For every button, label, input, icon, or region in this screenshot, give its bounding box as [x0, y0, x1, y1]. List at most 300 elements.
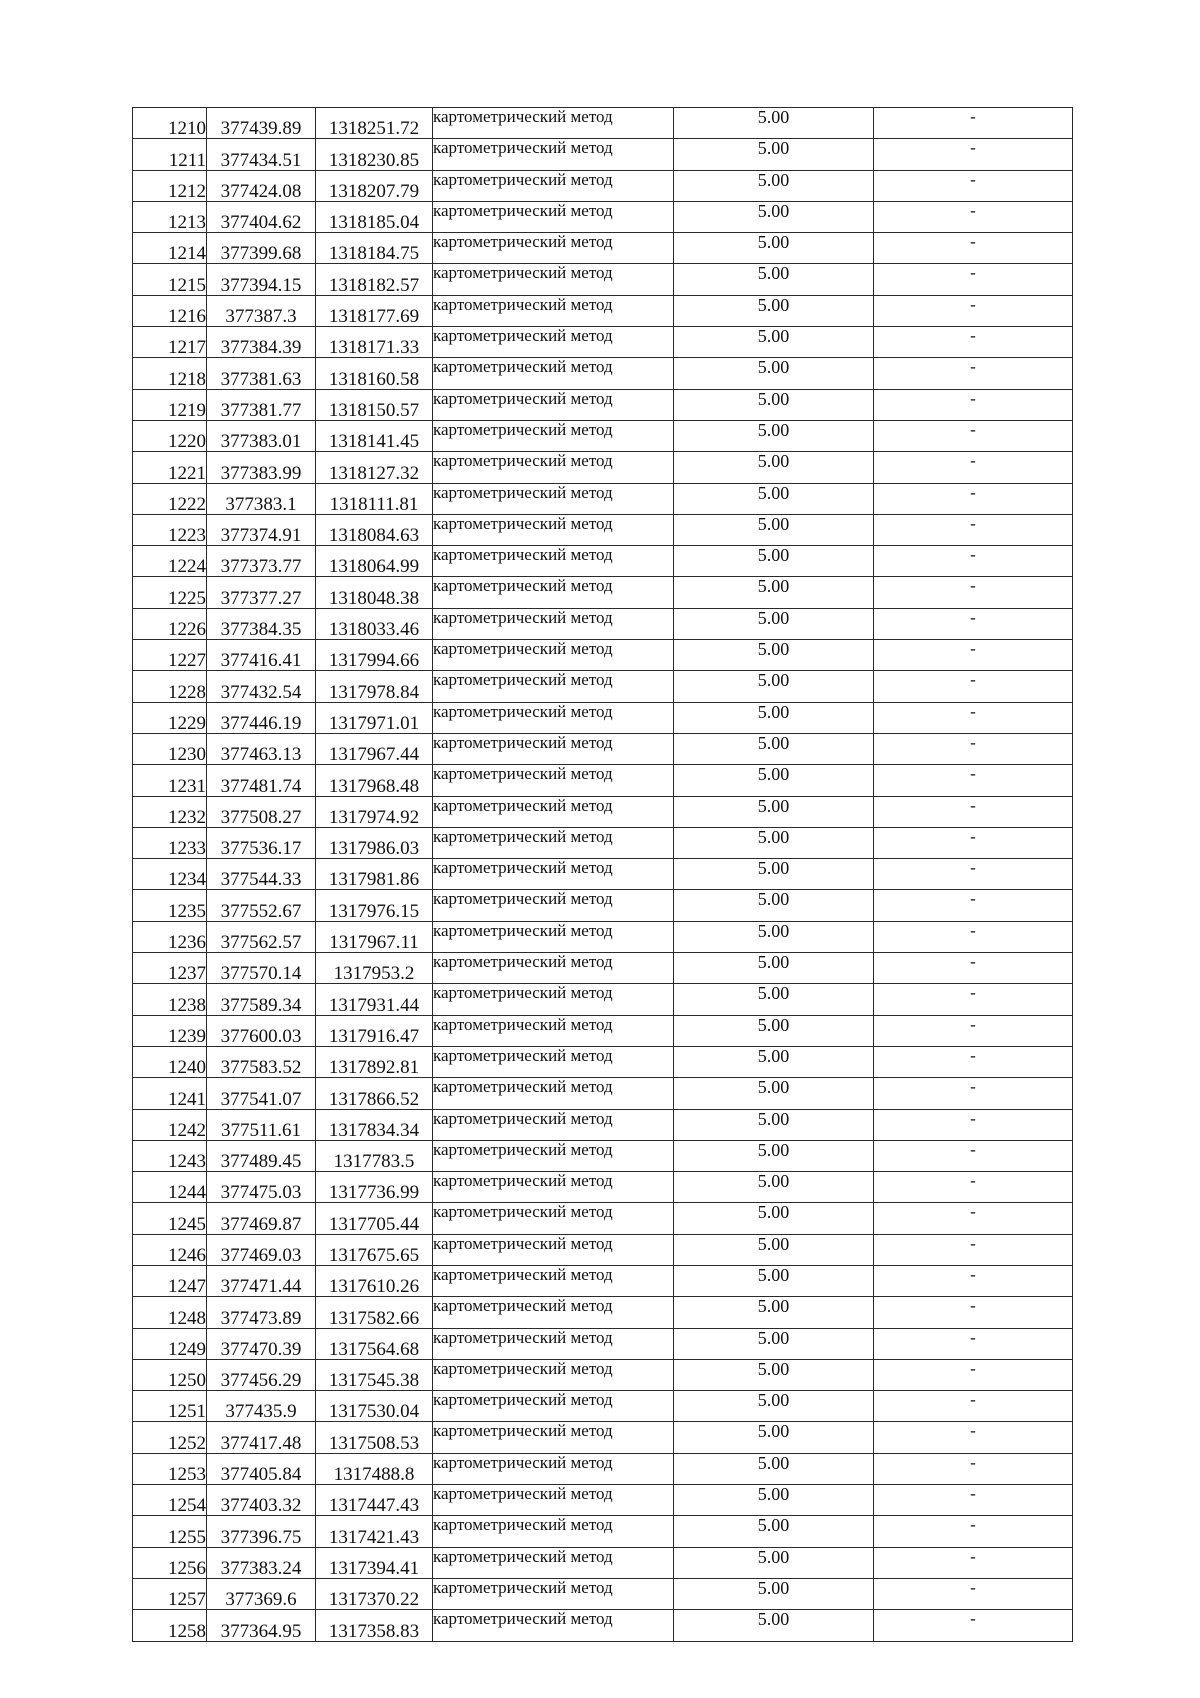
table-row: [133, 1172, 1073, 1203]
method-cell: картометрический метод: [433, 1328, 674, 1359]
table-row: [133, 577, 1073, 608]
table-row: [133, 765, 1073, 796]
method-cell: картометрический метод: [433, 733, 674, 764]
point-number-cell: 1241: [133, 1078, 207, 1109]
point-number-cell: 1246: [133, 1234, 207, 1265]
x-coordinate-cell: 377481.74: [207, 765, 316, 796]
method-cell: картометрический метод: [433, 1078, 674, 1109]
description-cell: -: [874, 170, 1073, 201]
x-coordinate-cell: 377473.89: [207, 1297, 316, 1328]
y-coordinate-cell: 1317892.81: [316, 1046, 433, 1077]
accuracy-cell: 5.00: [674, 139, 874, 170]
x-coordinate-cell: 377416.41: [207, 640, 316, 671]
description-cell: -: [874, 1453, 1073, 1484]
x-coordinate-cell: 377469.87: [207, 1203, 316, 1234]
table-row: [133, 796, 1073, 827]
table-row: [133, 170, 1073, 201]
accuracy-cell: 5.00: [674, 389, 874, 420]
description-cell: -: [874, 577, 1073, 608]
accuracy-cell: 5.00: [674, 546, 874, 577]
point-number-cell: 1244: [133, 1172, 207, 1203]
table-row: [133, 608, 1073, 639]
table-row: [133, 1078, 1073, 1109]
y-coordinate-cell: 1317971.01: [316, 702, 433, 733]
method-cell: картометрический метод: [433, 921, 674, 952]
point-number-cell: 1252: [133, 1422, 207, 1453]
description-cell: -: [874, 358, 1073, 389]
y-coordinate-cell: 1318033.46: [316, 608, 433, 639]
accuracy-cell: 5.00: [674, 733, 874, 764]
y-coordinate-cell: 1317968.48: [316, 765, 433, 796]
description-cell: -: [874, 827, 1073, 858]
table-row: [133, 827, 1073, 858]
method-cell: картометрический метод: [433, 1140, 674, 1171]
point-number-cell: 1223: [133, 514, 207, 545]
point-number-cell: 1254: [133, 1485, 207, 1516]
accuracy-cell: 5.00: [674, 796, 874, 827]
table-row: [133, 201, 1073, 232]
accuracy-cell: 5.00: [674, 201, 874, 232]
table-row: [133, 139, 1073, 170]
table-row: [133, 233, 1073, 264]
accuracy-cell: 5.00: [674, 108, 874, 139]
description-cell: -: [874, 984, 1073, 1015]
table-row: [133, 389, 1073, 420]
point-number-cell: 1249: [133, 1328, 207, 1359]
y-coordinate-cell: 1317488.8: [316, 1453, 433, 1484]
x-coordinate-cell: 377541.07: [207, 1078, 316, 1109]
accuracy-cell: 5.00: [674, 264, 874, 295]
method-cell: картометрический метод: [433, 859, 674, 890]
point-number-cell: 1232: [133, 796, 207, 827]
coordinates-table: [132, 107, 1073, 1642]
table-row: [133, 108, 1073, 139]
accuracy-cell: 5.00: [674, 1265, 874, 1296]
y-coordinate-cell: 1317783.5: [316, 1140, 433, 1171]
point-number-cell: 1256: [133, 1547, 207, 1578]
table-row: [133, 1109, 1073, 1140]
method-cell: картометрический метод: [433, 233, 674, 264]
accuracy-cell: 5.00: [674, 921, 874, 952]
method-cell: картометрический метод: [433, 1203, 674, 1234]
description-cell: -: [874, 327, 1073, 358]
accuracy-cell: 5.00: [674, 984, 874, 1015]
table-row: [133, 546, 1073, 577]
point-number-cell: 1219: [133, 389, 207, 420]
x-coordinate-cell: 377381.63: [207, 358, 316, 389]
x-coordinate-cell: 377544.33: [207, 859, 316, 890]
point-number-cell: 1255: [133, 1516, 207, 1547]
table-row: [133, 1297, 1073, 1328]
point-number-cell: 1233: [133, 827, 207, 858]
y-coordinate-cell: 1317981.86: [316, 859, 433, 890]
table-row: [133, 1610, 1073, 1641]
method-cell: картометрический метод: [433, 1547, 674, 1578]
accuracy-cell: 5.00: [674, 890, 874, 921]
accuracy-cell: 5.00: [674, 1140, 874, 1171]
method-cell: картометрический метод: [433, 1610, 674, 1641]
y-coordinate-cell: 1317447.43: [316, 1485, 433, 1516]
x-coordinate-cell: 377383.99: [207, 452, 316, 483]
method-cell: картометрический метод: [433, 640, 674, 671]
y-coordinate-cell: 1317978.84: [316, 671, 433, 702]
y-coordinate-cell: 1317358.83: [316, 1610, 433, 1641]
accuracy-cell: 5.00: [674, 1203, 874, 1234]
x-coordinate-cell: 377536.17: [207, 827, 316, 858]
method-cell: картометрический метод: [433, 796, 674, 827]
table-row: [133, 1422, 1073, 1453]
y-coordinate-cell: 1317834.34: [316, 1109, 433, 1140]
point-number-cell: 1227: [133, 640, 207, 671]
method-cell: картометрический метод: [433, 1046, 674, 1077]
description-cell: -: [874, 953, 1073, 984]
point-number-cell: 1221: [133, 452, 207, 483]
table-row: [133, 483, 1073, 514]
table-row: [133, 984, 1073, 1015]
point-number-cell: 1248: [133, 1297, 207, 1328]
point-number-cell: 1247: [133, 1265, 207, 1296]
x-coordinate-cell: 377383.1: [207, 483, 316, 514]
method-cell: картометрический метод: [433, 1234, 674, 1265]
method-cell: картометрический метод: [433, 671, 674, 702]
method-cell: картометрический метод: [433, 702, 674, 733]
description-cell: -: [874, 1516, 1073, 1547]
table-row: [133, 733, 1073, 764]
accuracy-cell: 5.00: [674, 1485, 874, 1516]
description-cell: -: [874, 765, 1073, 796]
point-number-cell: 1231: [133, 765, 207, 796]
y-coordinate-cell: 1317974.92: [316, 796, 433, 827]
table-row: [133, 1328, 1073, 1359]
method-cell: картометрический метод: [433, 608, 674, 639]
accuracy-cell: 5.00: [674, 702, 874, 733]
description-cell: -: [874, 233, 1073, 264]
description-cell: -: [874, 1328, 1073, 1359]
description-cell: -: [874, 420, 1073, 451]
point-number-cell: 1220: [133, 420, 207, 451]
x-coordinate-cell: 377489.45: [207, 1140, 316, 1171]
point-number-cell: 1213: [133, 201, 207, 232]
point-number-cell: 1243: [133, 1140, 207, 1171]
description-cell: -: [874, 640, 1073, 671]
accuracy-cell: 5.00: [674, 765, 874, 796]
x-coordinate-cell: 377463.13: [207, 733, 316, 764]
table-row: [133, 1391, 1073, 1422]
description-cell: -: [874, 1547, 1073, 1578]
table-row: [133, 1359, 1073, 1390]
accuracy-cell: 5.00: [674, 1547, 874, 1578]
accuracy-cell: 5.00: [674, 483, 874, 514]
accuracy-cell: 5.00: [674, 1172, 874, 1203]
description-cell: -: [874, 1610, 1073, 1641]
table-row: [133, 859, 1073, 890]
description-cell: -: [874, 1391, 1073, 1422]
table-row: [133, 295, 1073, 326]
y-coordinate-cell: 1317370.22: [316, 1578, 433, 1609]
method-cell: картометрический метод: [433, 108, 674, 139]
x-coordinate-cell: 377446.19: [207, 702, 316, 733]
coordinates-table-body: [133, 108, 1073, 1642]
description-cell: -: [874, 671, 1073, 702]
description-cell: -: [874, 890, 1073, 921]
x-coordinate-cell: 377364.95: [207, 1610, 316, 1641]
method-cell: картометрический метод: [433, 1516, 674, 1547]
y-coordinate-cell: 1318160.58: [316, 358, 433, 389]
accuracy-cell: 5.00: [674, 1015, 874, 1046]
y-coordinate-cell: 1317610.26: [316, 1265, 433, 1296]
method-cell: картометрический метод: [433, 546, 674, 577]
method-cell: картометрический метод: [433, 765, 674, 796]
point-number-cell: 1258: [133, 1610, 207, 1641]
accuracy-cell: 5.00: [674, 1078, 874, 1109]
y-coordinate-cell: 1318127.32: [316, 452, 433, 483]
description-cell: -: [874, 733, 1073, 764]
y-coordinate-cell: 1318084.63: [316, 514, 433, 545]
method-cell: картометрический метод: [433, 1109, 674, 1140]
method-cell: картометрический метод: [433, 827, 674, 858]
y-coordinate-cell: 1318230.85: [316, 139, 433, 170]
accuracy-cell: 5.00: [674, 1109, 874, 1140]
method-cell: картометрический метод: [433, 139, 674, 170]
point-number-cell: 1212: [133, 170, 207, 201]
table-row: [133, 1485, 1073, 1516]
table-row: [133, 327, 1073, 358]
method-cell: картометрический метод: [433, 327, 674, 358]
point-number-cell: 1237: [133, 953, 207, 984]
description-cell: -: [874, 389, 1073, 420]
accuracy-cell: 5.00: [674, 859, 874, 890]
accuracy-cell: 5.00: [674, 640, 874, 671]
method-cell: картометрический метод: [433, 1297, 674, 1328]
point-number-cell: 1229: [133, 702, 207, 733]
y-coordinate-cell: 1318141.45: [316, 420, 433, 451]
table-row: [133, 1453, 1073, 1484]
x-coordinate-cell: 377471.44: [207, 1265, 316, 1296]
accuracy-cell: 5.00: [674, 514, 874, 545]
x-coordinate-cell: 377373.77: [207, 546, 316, 577]
point-number-cell: 1234: [133, 859, 207, 890]
accuracy-cell: 5.00: [674, 953, 874, 984]
method-cell: картометрический метод: [433, 953, 674, 984]
description-cell: -: [874, 608, 1073, 639]
accuracy-cell: 5.00: [674, 1578, 874, 1609]
description-cell: -: [874, 1015, 1073, 1046]
y-coordinate-cell: 1318064.99: [316, 546, 433, 577]
point-number-cell: 1218: [133, 358, 207, 389]
x-coordinate-cell: 377570.14: [207, 953, 316, 984]
method-cell: картометрический метод: [433, 984, 674, 1015]
method-cell: картометрический метод: [433, 890, 674, 921]
x-coordinate-cell: 377381.77: [207, 389, 316, 420]
x-coordinate-cell: 377394.15: [207, 264, 316, 295]
y-coordinate-cell: 1317953.2: [316, 953, 433, 984]
description-cell: -: [874, 1485, 1073, 1516]
method-cell: картометрический метод: [433, 1015, 674, 1046]
x-coordinate-cell: 377369.6: [207, 1578, 316, 1609]
accuracy-cell: 5.00: [674, 327, 874, 358]
accuracy-cell: 5.00: [674, 170, 874, 201]
x-coordinate-cell: 377432.54: [207, 671, 316, 702]
method-cell: картометрический метод: [433, 452, 674, 483]
x-coordinate-cell: 377508.27: [207, 796, 316, 827]
y-coordinate-cell: 1317994.66: [316, 640, 433, 671]
y-coordinate-cell: 1317582.66: [316, 1297, 433, 1328]
accuracy-cell: 5.00: [674, 1453, 874, 1484]
table-row: [133, 890, 1073, 921]
table-row: [133, 1046, 1073, 1077]
table-row: [133, 420, 1073, 451]
table-row: [133, 640, 1073, 671]
point-number-cell: 1253: [133, 1453, 207, 1484]
description-cell: -: [874, 546, 1073, 577]
table-row: [133, 1265, 1073, 1296]
point-number-cell: 1250: [133, 1359, 207, 1390]
description-cell: -: [874, 796, 1073, 827]
y-coordinate-cell: 1318182.57: [316, 264, 433, 295]
y-coordinate-cell: 1318171.33: [316, 327, 433, 358]
table-row: [133, 1234, 1073, 1265]
table-row: [133, 671, 1073, 702]
y-coordinate-cell: 1317508.53: [316, 1422, 433, 1453]
point-number-cell: 1226: [133, 608, 207, 639]
accuracy-cell: 5.00: [674, 1297, 874, 1328]
x-coordinate-cell: 377405.84: [207, 1453, 316, 1484]
x-coordinate-cell: 377434.51: [207, 139, 316, 170]
x-coordinate-cell: 377387.3: [207, 295, 316, 326]
table-row: [133, 358, 1073, 389]
description-cell: -: [874, 1203, 1073, 1234]
table-row: [133, 1578, 1073, 1609]
point-number-cell: 1235: [133, 890, 207, 921]
description-cell: -: [874, 702, 1073, 733]
accuracy-cell: 5.00: [674, 577, 874, 608]
point-number-cell: 1216: [133, 295, 207, 326]
method-cell: картометрический метод: [433, 264, 674, 295]
point-number-cell: 1257: [133, 1578, 207, 1609]
method-cell: картометрический метод: [433, 420, 674, 451]
accuracy-cell: 5.00: [674, 671, 874, 702]
x-coordinate-cell: 377383.01: [207, 420, 316, 451]
point-number-cell: 1242: [133, 1109, 207, 1140]
y-coordinate-cell: 1317866.52: [316, 1078, 433, 1109]
point-number-cell: 1224: [133, 546, 207, 577]
accuracy-cell: 5.00: [674, 452, 874, 483]
point-number-cell: 1236: [133, 921, 207, 952]
y-coordinate-cell: 1317931.44: [316, 984, 433, 1015]
y-coordinate-cell: 1317675.65: [316, 1234, 433, 1265]
x-coordinate-cell: 377374.91: [207, 514, 316, 545]
x-coordinate-cell: 377469.03: [207, 1234, 316, 1265]
method-cell: картометрический метод: [433, 295, 674, 326]
x-coordinate-cell: 377456.29: [207, 1359, 316, 1390]
y-coordinate-cell: 1317736.99: [316, 1172, 433, 1203]
description-cell: -: [874, 139, 1073, 170]
point-number-cell: 1211: [133, 139, 207, 170]
description-cell: -: [874, 201, 1073, 232]
x-coordinate-cell: 377417.48: [207, 1422, 316, 1453]
table-row: [133, 1140, 1073, 1171]
table-row: [133, 953, 1073, 984]
y-coordinate-cell: 1317967.44: [316, 733, 433, 764]
method-cell: картометрический метод: [433, 1453, 674, 1484]
accuracy-cell: 5.00: [674, 1610, 874, 1641]
table-row: [133, 452, 1073, 483]
point-number-cell: 1230: [133, 733, 207, 764]
method-cell: картометрический метод: [433, 1172, 674, 1203]
y-coordinate-cell: 1318251.72: [316, 108, 433, 139]
y-coordinate-cell: 1317421.43: [316, 1516, 433, 1547]
description-cell: -: [874, 483, 1073, 514]
x-coordinate-cell: 377404.62: [207, 201, 316, 232]
point-number-cell: 1214: [133, 233, 207, 264]
table-row: [133, 1516, 1073, 1547]
y-coordinate-cell: 1317967.11: [316, 921, 433, 952]
accuracy-cell: 5.00: [674, 233, 874, 264]
point-number-cell: 1215: [133, 264, 207, 295]
x-coordinate-cell: 377403.32: [207, 1485, 316, 1516]
method-cell: картометрический метод: [433, 577, 674, 608]
y-coordinate-cell: 1317986.03: [316, 827, 433, 858]
description-cell: -: [874, 1234, 1073, 1265]
table-row: [133, 702, 1073, 733]
method-cell: картометрический метод: [433, 201, 674, 232]
description-cell: -: [874, 1078, 1073, 1109]
accuracy-cell: 5.00: [674, 608, 874, 639]
accuracy-cell: 5.00: [674, 1046, 874, 1077]
x-coordinate-cell: 377583.52: [207, 1046, 316, 1077]
y-coordinate-cell: 1317705.44: [316, 1203, 433, 1234]
y-coordinate-cell: 1317394.41: [316, 1547, 433, 1578]
description-cell: -: [874, 1359, 1073, 1390]
method-cell: картометрический метод: [433, 358, 674, 389]
method-cell: картометрический метод: [433, 170, 674, 201]
x-coordinate-cell: 377470.39: [207, 1328, 316, 1359]
description-cell: -: [874, 1172, 1073, 1203]
x-coordinate-cell: 377377.27: [207, 577, 316, 608]
description-cell: -: [874, 1265, 1073, 1296]
y-coordinate-cell: 1318207.79: [316, 170, 433, 201]
description-cell: -: [874, 1109, 1073, 1140]
x-coordinate-cell: 377511.61: [207, 1109, 316, 1140]
x-coordinate-cell: 377383.24: [207, 1547, 316, 1578]
accuracy-cell: 5.00: [674, 420, 874, 451]
table-row: [133, 921, 1073, 952]
method-cell: картометрический метод: [433, 483, 674, 514]
point-number-cell: 1228: [133, 671, 207, 702]
description-cell: -: [874, 1578, 1073, 1609]
x-coordinate-cell: 377600.03: [207, 1015, 316, 1046]
description-cell: -: [874, 1297, 1073, 1328]
y-coordinate-cell: 1317545.38: [316, 1359, 433, 1390]
description-cell: -: [874, 921, 1073, 952]
x-coordinate-cell: 377552.67: [207, 890, 316, 921]
description-cell: -: [874, 859, 1073, 890]
description-cell: -: [874, 264, 1073, 295]
table-row: [133, 1203, 1073, 1234]
method-cell: картометрический метод: [433, 514, 674, 545]
description-cell: -: [874, 108, 1073, 139]
x-coordinate-cell: 377562.57: [207, 921, 316, 952]
y-coordinate-cell: 1317530.04: [316, 1391, 433, 1422]
accuracy-cell: 5.00: [674, 1516, 874, 1547]
x-coordinate-cell: 377399.68: [207, 233, 316, 264]
point-number-cell: 1238: [133, 984, 207, 1015]
accuracy-cell: 5.00: [674, 1422, 874, 1453]
description-cell: -: [874, 514, 1073, 545]
accuracy-cell: 5.00: [674, 295, 874, 326]
method-cell: картометрический метод: [433, 1422, 674, 1453]
table-row: [133, 264, 1073, 295]
